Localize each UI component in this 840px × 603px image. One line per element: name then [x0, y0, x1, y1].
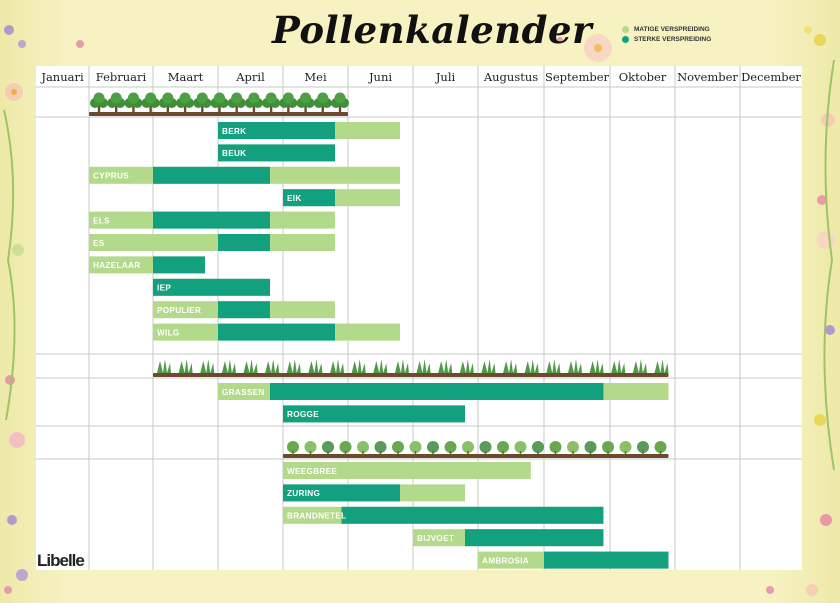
tree-trunk	[149, 106, 151, 112]
tree-icon	[214, 93, 225, 104]
species-label: WILG	[157, 328, 180, 338]
month-label: Oktober	[618, 70, 667, 84]
grass-icon	[611, 359, 625, 373]
species-label: ZURING	[287, 489, 321, 499]
tree-trunk	[218, 106, 220, 112]
tree-icon	[335, 93, 346, 104]
month-label: Juni	[368, 70, 393, 84]
grass-icon	[244, 359, 258, 373]
species-label: IEP	[157, 283, 172, 293]
species-label: EIK	[287, 194, 302, 203]
species-label: AMBROSIA	[482, 556, 529, 566]
month-label: Maart	[167, 70, 204, 84]
species-label: ELS	[93, 216, 110, 226]
tree-trunk	[322, 106, 324, 112]
tree-icon	[162, 93, 173, 104]
tree-trunk	[132, 106, 134, 112]
tree-icon	[266, 93, 277, 104]
tree-icon	[231, 93, 242, 104]
tree-trunk	[270, 106, 272, 112]
tree-icon	[180, 93, 191, 104]
species-label: BERK	[222, 126, 247, 136]
grass-icon	[655, 359, 669, 373]
month-label: December	[741, 70, 801, 84]
grass-icon	[568, 359, 582, 373]
tree-icon	[145, 93, 156, 104]
tree-icon	[248, 93, 259, 104]
grass-icon	[222, 359, 236, 373]
grass-icon	[525, 359, 539, 373]
grass-icon	[265, 359, 279, 373]
month-label: April	[236, 70, 265, 84]
month-label: Januari	[41, 70, 84, 84]
grass-icon	[330, 359, 344, 373]
grass-icon	[503, 359, 517, 373]
tree-trunk	[236, 106, 238, 112]
tree-trunk	[98, 106, 100, 112]
tree-trunk	[253, 106, 255, 112]
month-label: November	[677, 70, 738, 84]
grass-icon	[179, 359, 193, 373]
grass-icon	[373, 359, 387, 373]
grass-icon	[481, 359, 495, 373]
species-label: CYPRUS	[93, 171, 129, 181]
bar-strong-es	[218, 234, 270, 251]
month-label: September	[544, 70, 610, 84]
bar-strong-hazelaar	[153, 256, 205, 273]
grass-icon	[460, 359, 474, 373]
grass-icon	[546, 359, 560, 373]
grass-icon	[590, 359, 604, 373]
soil-strip	[89, 112, 348, 116]
bar-strong-populier	[218, 301, 270, 318]
species-label: ES	[93, 238, 105, 248]
tree-icon	[94, 93, 105, 104]
tree-trunk	[287, 106, 289, 112]
species-label: BIJVOET	[417, 534, 455, 543]
grass-icon	[438, 359, 452, 373]
tree-trunk	[184, 106, 186, 112]
bar-strong-cyprus	[153, 167, 270, 184]
tree-trunk	[304, 106, 306, 112]
grass-icon	[633, 359, 647, 373]
month-label: Mei	[304, 70, 327, 84]
month-label: Februari	[95, 70, 147, 84]
tree-icon	[300, 93, 311, 104]
grass-icon	[157, 359, 171, 373]
bar-strong-els	[153, 212, 270, 229]
tree-trunk	[167, 106, 169, 112]
tree-icon	[283, 93, 294, 104]
chart-title: Pollenkalender	[272, 8, 593, 52]
bar-strong-bijvoet	[465, 529, 603, 546]
grass-icon	[395, 359, 409, 373]
tree-trunk	[115, 106, 117, 112]
tree-icon	[197, 93, 208, 104]
month-label: Augustus	[483, 70, 539, 84]
grass-icon	[287, 359, 301, 373]
species-label: ROGGE	[287, 410, 319, 420]
tree-trunk	[201, 106, 203, 112]
species-label: BRANDNETEL	[287, 511, 347, 521]
grass-icon	[352, 359, 366, 373]
species-label: WEEGBREE	[287, 466, 338, 476]
soil-strip	[153, 373, 669, 377]
species-label: GRASSEN	[222, 387, 265, 397]
soil-strip	[283, 454, 669, 458]
bar-moderate-es	[89, 234, 335, 251]
month-label: Juli	[435, 70, 456, 84]
grass-icon	[417, 359, 431, 373]
brand-logo: Libelle	[37, 551, 84, 570]
bar-strong-ambrosia	[544, 552, 669, 569]
grass-icon	[200, 359, 214, 373]
tree-icon	[111, 93, 122, 104]
tree-icon	[128, 93, 139, 104]
species-label: HAZELAAR	[93, 261, 141, 271]
grass-icon	[308, 359, 322, 373]
legend-label-strong: STERKE VERSPREIDING	[634, 36, 712, 43]
bar-strong-wilg	[218, 324, 335, 341]
species-label: POPULIER	[157, 306, 202, 315]
bar-strong-brandnetel	[342, 507, 604, 524]
species-label: BEUK	[222, 149, 247, 159]
tree-trunk	[339, 106, 341, 112]
legend-label-moderate: MATIGE VERSPREIDING	[634, 26, 710, 33]
tree-icon	[317, 93, 328, 104]
bar-strong-grassen	[270, 383, 603, 400]
